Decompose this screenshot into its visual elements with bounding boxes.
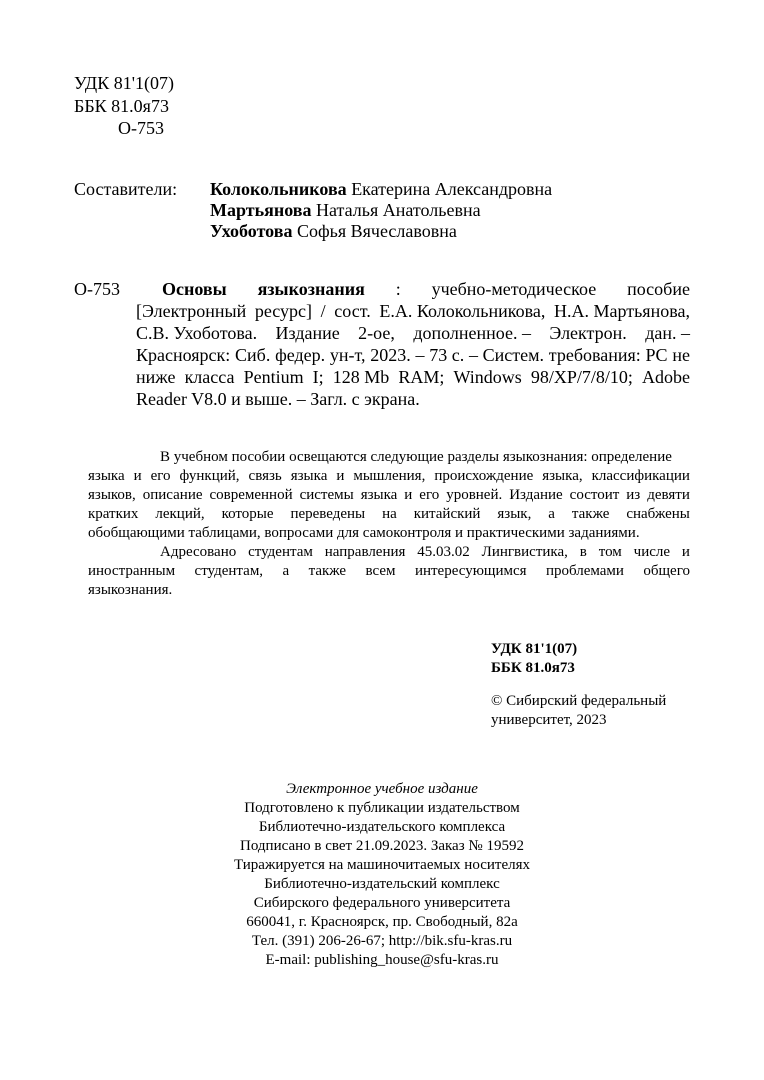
annotation-line: В учебном пособии освещаются следующие разделы языкознания: определение xyxy=(160,449,672,465)
annotation-word: студентам xyxy=(248,544,313,560)
annotation-word: его xyxy=(419,487,440,503)
entry-word: 2023. xyxy=(370,345,411,365)
entry-line-5 xyxy=(136,366,690,388)
annotation-word: системы xyxy=(299,487,354,503)
entry-word: Электрон. xyxy=(549,323,627,343)
imprint-title: Электронное учебное издание xyxy=(286,781,478,797)
annotation-word: числе xyxy=(633,544,671,560)
entry-line-1 xyxy=(136,278,690,300)
annotation-line xyxy=(88,543,690,562)
entry-word: / xyxy=(320,301,326,321)
entry-word: дан. – xyxy=(645,323,690,343)
entry-title-word: языкознания xyxy=(257,279,365,299)
compiler-2-surname: Мартьянова xyxy=(210,200,312,220)
entry-word: ниже xyxy=(136,367,176,387)
entry-line-4 xyxy=(136,344,690,366)
entry-word: Сиб. xyxy=(235,345,271,365)
entry-word: ун-т, xyxy=(329,345,366,365)
entry-word: Н.А. Мартьянова, xyxy=(553,301,690,321)
entry-word: RAM; xyxy=(398,367,445,387)
entry-word: Pentium xyxy=(243,367,304,387)
entry-word: [Электронный xyxy=(136,301,247,321)
annotation-word: также xyxy=(571,506,610,522)
annotation-word: которые xyxy=(221,506,274,522)
annotation-line xyxy=(88,505,690,524)
annotation-word: 45.03.02 xyxy=(417,544,470,560)
udk-code: УДК 81'1(07) xyxy=(74,73,174,93)
annotation-word: язык, xyxy=(497,506,532,522)
annotation-line: языкознания. xyxy=(88,582,173,598)
entry-word: не xyxy=(672,345,690,365)
annotation xyxy=(88,448,690,600)
imprint-line: Тел. (391) 206-26-67; http://bik.sfu-kras.ru xyxy=(251,933,513,949)
copyright-line-2: университет, 2023 xyxy=(491,712,607,728)
annotation-word: студентам, xyxy=(194,563,264,579)
entry-line-2 xyxy=(136,300,690,322)
annotation-word: направления xyxy=(324,544,406,560)
entry-word: I; xyxy=(312,367,324,387)
entry-word: Издание xyxy=(275,323,340,343)
entry-word: PC xyxy=(645,345,668,365)
annotation-word: современной xyxy=(209,487,293,503)
udk-code-repeat: УДК 81'1(07) xyxy=(491,641,578,657)
entry-word: ресурс] xyxy=(254,301,313,321)
annotation-word: языка xyxy=(290,468,328,484)
imprint-email-line: E-mail: publishing_house@sfu-kras.ru xyxy=(265,952,499,968)
annotation-word: том xyxy=(598,544,622,560)
annotation-word: кратких xyxy=(88,506,139,522)
annotation-word: уровней. xyxy=(446,487,503,503)
entry-word: требования: xyxy=(548,345,641,365)
entry-line-6: Reader V8.0 и выше. – Загл. с экрана. xyxy=(136,389,420,409)
annotation-word: его xyxy=(150,468,171,484)
annotation-word: всем xyxy=(365,563,396,579)
imprint-line: Библиотечно-издательского комплекса xyxy=(258,819,506,835)
entry-title-word: Основы xyxy=(162,279,227,299)
entry-word: – xyxy=(415,345,425,365)
imprint-block xyxy=(182,780,582,970)
annotation-word: иностранным xyxy=(88,563,176,579)
annotation-word: функций, xyxy=(179,468,240,484)
annotation-word: интересующимся xyxy=(414,563,527,579)
annotation-word: происхождение xyxy=(434,468,534,484)
compiler-1-name: Екатерина Александровна xyxy=(351,179,553,199)
copyright-line-1: © Сибирский федеральный xyxy=(491,693,667,709)
annotation-word: а xyxy=(282,563,290,579)
annotation-word: и xyxy=(336,468,345,484)
annotation-word: классификации xyxy=(591,468,690,484)
imprint-line: 660041, г. Красноярск, пр. Свободный, 82а xyxy=(246,914,518,930)
compiler-1-surname: Колокольникова xyxy=(210,179,347,199)
entry-word: 128 Mb xyxy=(332,367,390,387)
bibliographic-entry xyxy=(136,278,690,410)
annotation-word: в xyxy=(579,544,587,560)
annotation-word: на xyxy=(382,506,397,522)
annotation-word: китайский xyxy=(413,506,481,522)
annotation-line: обобщающими таблицами, вопросами для самоконтроля и практическими заданиями. xyxy=(88,525,640,541)
entry-line-3 xyxy=(136,322,690,344)
annotation-word: и xyxy=(404,487,413,503)
entry-word: федер. xyxy=(275,345,326,365)
entry-word: Е.А. Колокольникова, xyxy=(379,301,546,321)
entry-word: 73 с. xyxy=(429,345,465,365)
entry-word: : xyxy=(395,279,401,299)
imprint-line: Тиражируется на машиночитаемых носителях xyxy=(233,857,530,873)
entry-word: Красноярск: xyxy=(136,345,231,365)
author-mark: О-753 xyxy=(118,118,164,138)
annotation-word: Издание xyxy=(509,487,563,503)
annotation-line xyxy=(88,486,690,505)
annotation-word: общего xyxy=(643,563,690,579)
annotation-word: переведены xyxy=(290,506,366,522)
entry-word: дополненное. – xyxy=(413,323,531,343)
annotation-word: связь xyxy=(248,468,282,484)
entry-word: сост. xyxy=(334,301,371,321)
compilers-label: Составители: xyxy=(74,179,178,199)
entry-word: Систем. xyxy=(482,345,545,365)
bbk-code: ББК 81.0я73 xyxy=(74,96,169,116)
entry-code: О-753 xyxy=(74,279,120,299)
annotation-word: и xyxy=(681,544,690,560)
annotation-line xyxy=(88,562,690,581)
annotation-word: языка, xyxy=(542,468,583,484)
imprint-line: Подписано в свет 21.09.2023. Заказ № 19592 xyxy=(240,838,524,854)
compiler-2-name: Наталья Анатольевна xyxy=(316,200,481,220)
annotation-word: состоит xyxy=(569,487,620,503)
bbk-code-repeat: ББК 81.0я73 xyxy=(491,660,575,676)
compiler-3-name: Софья Вячеславовна xyxy=(296,221,457,241)
annotation-word: а xyxy=(548,506,555,522)
entry-word: учебно-методическое xyxy=(431,279,597,299)
entry-word: 98/XP/7/8/10; xyxy=(530,367,633,387)
annotation-word: также xyxy=(308,563,347,579)
annotation-word: из xyxy=(626,487,641,503)
entry-word: 2-ое, xyxy=(358,323,395,343)
annotation-word: описание xyxy=(142,487,203,503)
annotation-word: и xyxy=(133,468,142,484)
annotation-word: лекций, xyxy=(155,506,205,522)
annotation-word: Адресовано xyxy=(160,544,237,560)
imprint-line: Сибирского федерального университета xyxy=(253,895,511,911)
entry-word: С.В. Ухоботова. xyxy=(136,323,258,343)
imprint-line: Подготовлено к публикации издательством xyxy=(244,800,520,816)
annotation-word: языка xyxy=(88,468,125,484)
annotation-word: языка xyxy=(360,487,398,503)
annotation-word: мышления, xyxy=(353,468,426,484)
annotation-word: проблемами xyxy=(545,563,624,579)
annotation-line xyxy=(88,467,690,486)
annotation-word: снабжены xyxy=(626,506,690,522)
compiler-2 xyxy=(210,199,481,221)
annotation-word: языков, xyxy=(88,487,136,503)
compiler-3 xyxy=(210,220,457,242)
compiler-3-surname: Ухоботова xyxy=(210,221,293,241)
entry-word: класса xyxy=(184,367,235,387)
entry-word: Adobe xyxy=(641,367,690,387)
compiler-1 xyxy=(210,178,552,200)
annotation-word: девяти xyxy=(647,487,690,503)
imprint-line: Библиотечно-издательский комплекс xyxy=(264,876,500,892)
entry-word: – xyxy=(468,345,478,365)
annotation-word: Лингвистика, xyxy=(481,544,568,560)
entry-word: пособие xyxy=(627,279,690,299)
entry-word: Windows xyxy=(453,367,522,387)
